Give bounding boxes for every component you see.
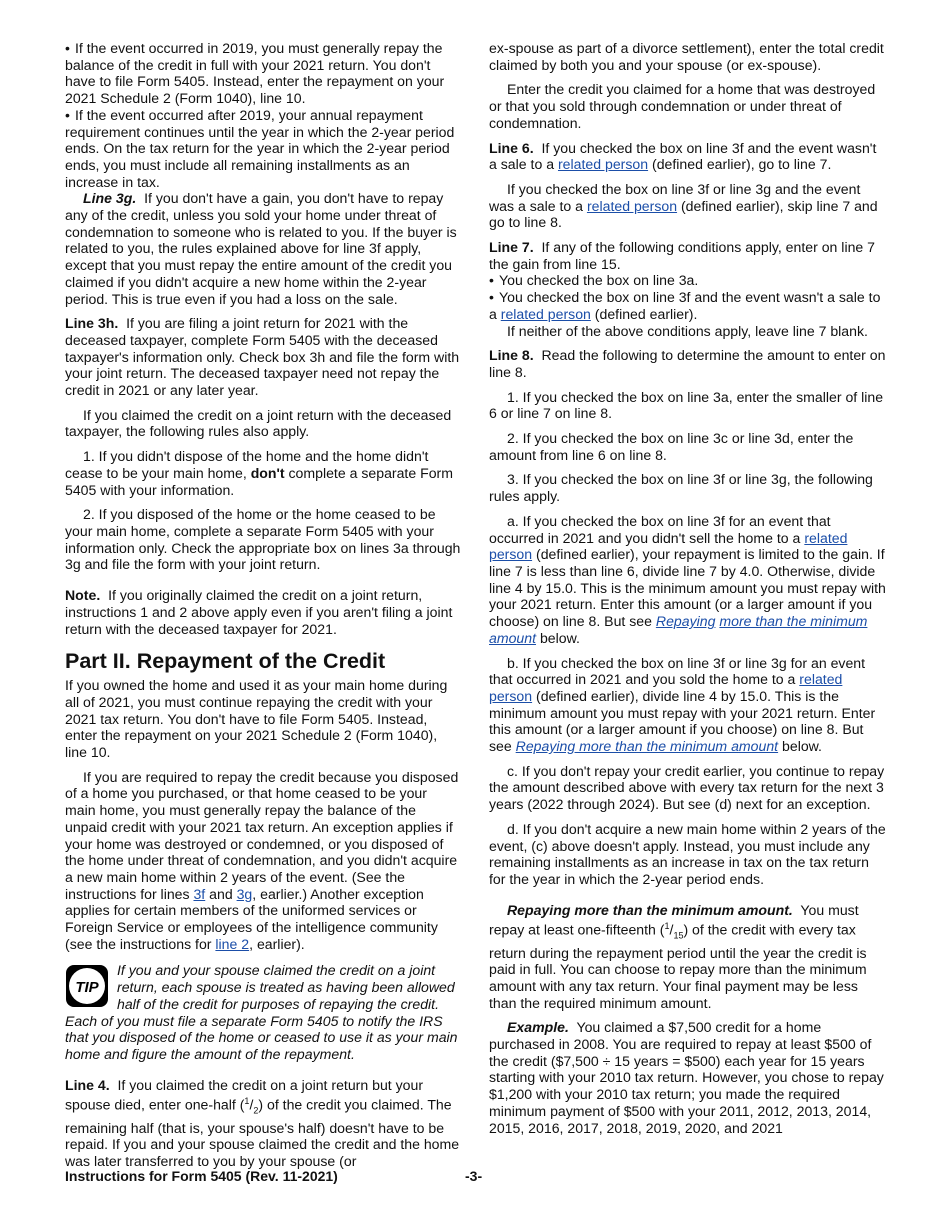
line-3g-heading: Line 3g.	[83, 190, 137, 207]
repaying-more-text-a: You must repay at least one-fifteenth (	[489, 901, 859, 939]
line-7-paragraph-2: If neither of the above conditions apply, leave line 7 blank.	[507, 322, 868, 339]
line-4-text-b: ) of the credit you claimed. The remaining half (that is, your spouse's half) doesn't have to be repaid. If you and your spouse claimed the credit and the home was later transferred to you by your spouse (or	[65, 1097, 460, 1169]
bullet-after-2019: • If the event occurred after 2019, your annual repayment requirement continues until the year in which the 2-year period ends. On the tax return for the year in which the 2-year period ends, you must include all remaining installments as an increase in tax.	[65, 106, 455, 190]
line-6-paragraph	[489, 140, 887, 173]
link-line-2[interactable]: line 2	[215, 935, 250, 952]
destroyed-home-paragraph: Enter the credit you claimed for a home that was destroyed or that you sold through condemnation or under threat of condemnation.	[489, 81, 876, 131]
continued-paragraph: ex-spouse as part of a divorce settlement), enter the total credit claimed by both you and your spouse (or ex-spouse).	[489, 40, 884, 73]
repaying-fraction-numerator: 1	[664, 921, 670, 932]
line-3h-paragraph	[65, 315, 461, 399]
line-6-text-a: If you checked the box on line 3f and the event wasn't a sale to a	[489, 139, 877, 173]
line-4-fraction-numerator: 1	[244, 1096, 250, 1107]
repaying-more-text-b: ) of the credit with every tax return during the repayment period until the year the credit is paid in full. You can choose to repay more than the minimum amount with any tax return. Your final payment may be less than the required minimum amount.	[489, 922, 867, 1011]
line-7-text: If any of the following conditions apply, enter on line 7 the gain from line 15.	[489, 239, 876, 272]
line-8-rule-b	[489, 655, 887, 755]
line-8-rule-c: c. If you don't repay your credit earlier, you continue to repay the amount described above with every tax return for the next 3 years (2022 through 2024). But see (d) next for an exception.	[489, 762, 885, 813]
link-more-than-minimum[interactable]: more than the minimum amount	[489, 613, 868, 646]
right-column	[489, 40, 887, 1144]
line-7-bullet-1: • You checked the box on line 3a.	[489, 272, 699, 289]
line-6-p2-text-a: If you checked the box on line 3f or line 3g and the event was a sale to a	[489, 180, 861, 214]
repaying-more-paragraph: Repaying more than the minimum amount. You must repay at least one-fifteenth $(^1/_{15})$ of the credit with every tax return during the repayment period until the year the credit is paid in full. You can choose to repay more than the minimum amount with any tax return. Your final payment may be less than the required minimum amount.	[489, 901, 867, 1011]
line-8-paragraph	[489, 347, 887, 380]
part-ii-p2-and: and	[209, 885, 233, 902]
rule-1-emphasis: don't	[250, 464, 285, 481]
link-related[interactable]: related	[804, 529, 848, 546]
line-8-rule-d: d. If you don't acquire a new main home within 2 years of the event, (c) above doesn't apply. Instead, you must include any remaining installments as an increase in tax on the tax return for the year in which the 2-year period ends.	[489, 820, 886, 887]
line-6-paragraph-2	[489, 181, 887, 231]
line-8-heading: Line 8.	[489, 347, 534, 364]
page-number: -3-	[465, 1168, 483, 1184]
line-4-fraction-denominator: 2	[253, 1105, 259, 1116]
rule-b-text-a: b. If you checked the box on line 3f or line 3g for an event that occurred in 2021 and you sold the home to a	[489, 654, 866, 688]
rule-a-text-b: (defined earlier), your repayment is limited to the gain. If line 7 is less than line 6, divide line 7 by 4.0. Otherwise, divide line 4 by 15.0. This is the minimum amount you must repay with your 2021 return. Enter this amount (or a larger amount if you choose) on line 8. But see	[489, 546, 886, 630]
line-3g-text: If you don't have a gain, you don't have to repay any of the credit, unless you sold your home under threat of condemnation to someone who is related to you. If the buyer is related to you, the rules explained above for line 3f apply, except that you must repay the entire amount of the credit you claimed if you didn't acquire a new home within the 2-year period. This is true even if you had a loss on the sale.	[65, 190, 457, 307]
link-person[interactable]: person	[489, 687, 533, 704]
note-paragraph	[65, 587, 461, 637]
line-7-bullet-2: • You checked the box on line 3f and the event wasn't a sale to a related person (defined earlier).	[489, 289, 881, 322]
part-ii-paragraph-2	[65, 769, 461, 953]
part-ii-heading: Part II. Repayment of the Credit	[65, 649, 386, 674]
footer-title: Instructions for Form 5405 (Rev. 11-2021)	[65, 1168, 338, 1184]
line-7-paragraph	[489, 239, 887, 272]
link-person[interactable]: person	[489, 546, 533, 563]
line-6-p2-text-b: (defined earlier), skip line 7 and go to line 8.	[489, 197, 878, 231]
link-repaying[interactable]: Repaying	[655, 613, 716, 630]
line-8-rule-2: 2. If you checked the box on line 3c or line 3d, enter the amount from line 6 on line 8.	[489, 430, 854, 463]
rule-1-text-a: 1. If you didn't dispose of the home and the home didn't cease to be your main home,	[65, 448, 429, 481]
line-3h-text: If you are filing a joint return for 2021 with the deceased taxpayer, complete Form 5405 with the deceased taxpayer's information only. Check box 3h and file the form with your joint return. The deceased taxpayer need not repay the credit in 2021 or any later year.	[65, 315, 460, 399]
link-related-person[interactable]: related person	[557, 156, 649, 173]
example-paragraph	[489, 1019, 887, 1136]
tip-text: If you and your spouse claimed the credit on a joint return, each spouse is treated as having been allowed half of the credit for purposes of repaying the credit. Each of you must file a separate Form 5405 to notify the IRS that you disposed of the home or ceased to use it as your main home and figure the amount of the repayment.	[65, 962, 458, 1062]
line-6-heading: Line 6.	[489, 139, 534, 156]
line-7-bullet-2-text-a: You checked the box on line 3f and the event wasn't a sale to a	[489, 289, 881, 322]
bullet-2019: • If the event occurred in 2019, you must generally repay the balance of the credit in full with your 2021 return. You don't have to file Form 5405. Instead, enter the repayment on your 2021 Schedule 2 (Form 1040), line 10.	[65, 40, 445, 107]
line-4-text-a: If you claimed the credit on a joint return but your spouse died, enter one-half (	[65, 1076, 424, 1114]
rule-b-below: below.	[782, 738, 822, 755]
part-ii-p2-text-b: , earlier.) Another exception applies for certain members of the uniformed services or Foreign Service or employees of the intelligence community (see the instructions for	[65, 885, 438, 952]
rule-b-text-b: (defined earlier), divide line 4 by 15.0. This is the minimum amount you must repay with your 2021 return. Enter this amount (or a larger amount if you choose) on line 8. But see	[489, 687, 876, 755]
rule-1-text-c: complete a separate Form 5405 with your information.	[65, 464, 453, 498]
line-4-heading: Line 4.	[65, 1076, 110, 1093]
example-text: You claimed a $7,500 credit for a home purchased in 2008. You are required to repay at least $500 of the credit ($7,500 ÷ 15 years = $500) each year for 15 years starting with your 2010 tax return. However, you chose to repay $1,200 with your 2010 tax return; you made the required minimum payment of $500 with your 2011, 2012, 2013, 2014, 2015, 2016, 2017, 2018, 2019, 2020, and 2021	[489, 1019, 884, 1136]
line-7-bullet-2-text-b: (defined earlier).	[594, 305, 698, 322]
line-8-rule-1: 1. If you checked the box on line 3a, enter the smaller of line 6 or line 7 on line 8.	[489, 388, 884, 422]
part-ii-paragraph-1: If you owned the home and used it as your main home during all of 2021, you must continue repaying the credit with your 2021 tax return. You don't have to file Form 5405. Instead, enter the repayment on your 2021 Schedule 2 (Form 1040), line 10.	[65, 677, 448, 761]
link-related-person[interactable]: related person	[500, 305, 591, 322]
tip-box	[65, 962, 461, 1062]
line-4-paragraph: Line 4. If you claimed the credit on a joint return but your spouse died, enter one-half $(^1/_2)$ of the credit you claimed. The remaining half (that is, your spouse's half) doesn't have to be repaid. If you and your spouse claimed the credit and the home was later transferred to you by your spouse (or	[65, 1076, 460, 1169]
note-text: If you originally claimed the credit on a joint return, instructions 1 and 2 above apply even if you aren't filing a joint return with the deceased taxpayer for 2021.	[65, 587, 453, 637]
line-8-text: Read the following to determine the amount to enter on line 8.	[489, 347, 886, 380]
line-6-text-b: (defined earlier), go to line 7.	[652, 156, 832, 173]
rule-1-paragraph	[65, 448, 461, 498]
link-related[interactable]: related	[799, 671, 843, 688]
line-8-rule-a	[489, 513, 887, 647]
note-heading: Note.	[65, 587, 101, 604]
left-column	[65, 40, 461, 1178]
link-related-person[interactable]: related person	[586, 197, 678, 214]
line-7-heading: Line 7.	[489, 239, 534, 256]
rule-a-text-a: a. If you checked the box on line 3f for an event that occurred in 2021 and you didn't sell the home to a	[489, 512, 831, 546]
repaying-fraction-denominator: 15	[673, 930, 684, 941]
rule-a-below: below.	[539, 629, 580, 646]
tip-icon	[65, 964, 109, 1008]
tip-label: TIP	[75, 979, 99, 997]
line-8-rule-3: 3. If you checked the box on line 3f or line 3g, the following rules apply.	[489, 471, 873, 505]
part-ii-p2-text-c: , earlier).	[249, 935, 305, 952]
link-line-3f[interactable]: 3f	[193, 885, 206, 902]
link-line-3g[interactable]: 3g	[236, 885, 253, 902]
rule-2-paragraph: 2. If you disposed of the home or the home ceased to be your main home, complete a separate Form 5405 with your information only. Check the appropriate box on lines 3a through 3g and file the form with your joint return.	[65, 506, 461, 573]
line-7-bullet-1-text: You checked the box on line 3a.	[499, 272, 699, 289]
line-3g-paragraph	[65, 190, 461, 307]
part-ii-p2-text-a: If you are required to repay the credit because you disposed of a home you purchased, or that home ceased to be your main home, you must generally repay the balance of the unpaid credit with your 2021 tax return. An exception applies if your home was destroyed or condemned, or you disposed of the home under threat of condemnation, and you didn't acquire a new main home within 2 years of the event. (See the instructions for lines	[65, 768, 459, 902]
example-heading: Example.	[507, 1019, 569, 1036]
repaying-more-heading: Repaying more than the minimum amount.	[507, 901, 793, 918]
joint-return-paragraph: If you claimed the credit on a joint return with the deceased taxpayer, the following rules also apply.	[65, 406, 452, 440]
bullet-after-2019-text: If the event occurred after 2019, your annual repayment requirement continues until the year in which the 2-year period ends. On the tax return for the year in which the 2-year period ends, you must include all remaining installments as an increase in tax.	[65, 106, 455, 190]
link-repaying-more-than-minimum[interactable]: Repaying more than the minimum amount	[515, 738, 779, 755]
bullet-2019-text: If the event occurred in 2019, you must generally repay the balance of the credit in full with your 2021 return. You don't have to file Form 5405. Instead, enter the repayment on your 2021 Schedule 2 (Form 1040), line 10.	[65, 40, 445, 107]
line-3h-heading: Line 3h.	[65, 315, 119, 332]
